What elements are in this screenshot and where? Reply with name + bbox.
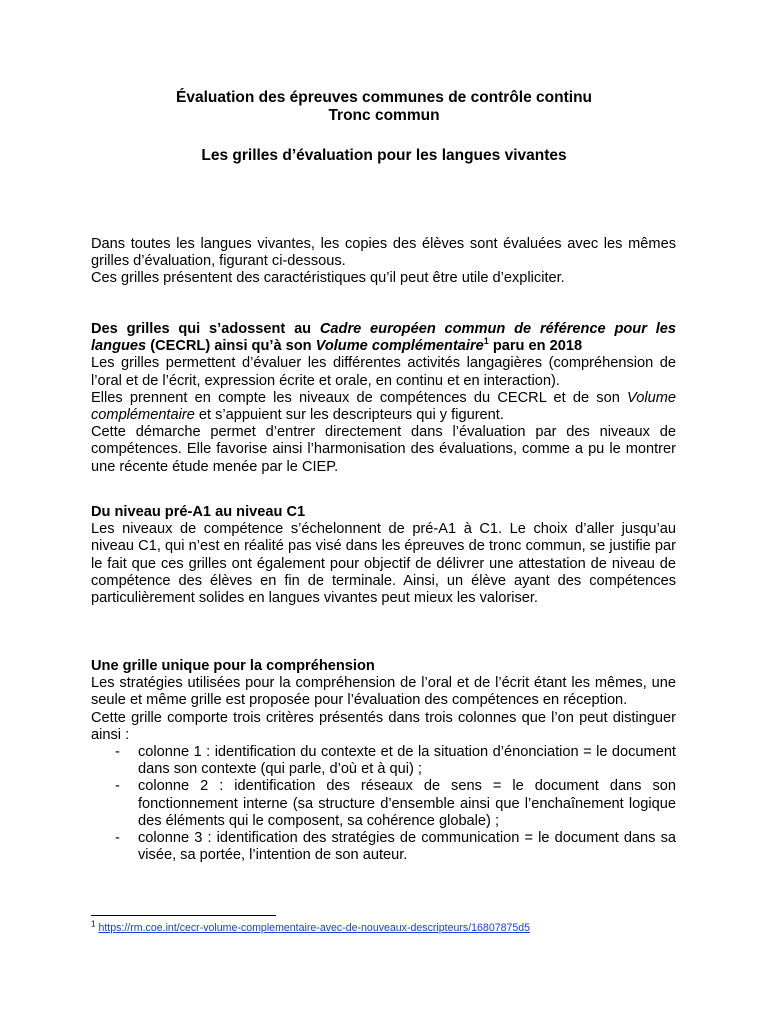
list-dash: - xyxy=(115,778,120,795)
list-dash: - xyxy=(115,744,120,761)
list-item xyxy=(91,778,676,830)
heading-italic-cecrl: Cadre européen commun de référence pour les langues xyxy=(91,321,676,355)
heading-text: (CECRL) ainsi qu’à son xyxy=(146,338,316,355)
section-comprehension-paragraph-2: Cette grille comporte trois critères présentés dans trois colonnes que l’on peut distinguer ainsi : xyxy=(91,709,676,743)
list-item xyxy=(91,830,676,864)
section-cecrl-paragraph-2 xyxy=(91,390,676,424)
footnote-separator xyxy=(91,915,276,916)
section-levels-heading: Du niveau pré-A1 au niveau C1 xyxy=(91,504,306,520)
document-title-line-2: Tronc commun xyxy=(328,107,440,124)
document-title-line-1: Évaluation des épreuves communes de contrôle continu xyxy=(175,89,593,106)
footnote-link[interactable]: https://rm.coe.int/cecr-volume-complementaire-avec-de-nouveaux-descripteurs/16807875d5 xyxy=(98,922,531,934)
intro-paragraph-1: Dans toutes les langues vivantes, les copies des élèves sont évaluées avec les mêmes grilles d’évaluation, figurant ci-dessous. xyxy=(91,236,676,270)
list-item-text: colonne 3 : identification des stratégies de communication = le document dans sa visée, sa portée, l’intention de son auteur. xyxy=(138,830,676,864)
paragraph-text: et s’appuient sur les descripteurs qui y figurent. xyxy=(194,407,504,424)
heading-text: paru en 2018 xyxy=(488,338,583,355)
paragraph-text: Elles prennent en compte les niveaux de compétences du CECRL et de son xyxy=(91,389,628,406)
intro-paragraph-2: Ces grilles présentent des caractéristiques qu’il peut être utile d’expliciter. xyxy=(91,270,565,287)
list-item xyxy=(91,744,676,778)
section-comprehension-paragraph-1: Les stratégies utilisées pour la compréhension de l’oral et de l’écrit étant les mêmes, une seule et même grille est proposée pour l’évaluation des compétences en réception. xyxy=(91,675,676,709)
list-dash: - xyxy=(115,830,120,847)
heading-text: Des grilles qui s’adossent au xyxy=(91,321,320,337)
footnote xyxy=(91,919,531,935)
section-cecrl-paragraph-3: Cette démarche permet d’entrer directement dans l’évaluation par des niveaux de compétences. Elle favorise ainsi l’harmonisation des évaluations, comme a pu le montrer une récente étude menée par le CIEP. xyxy=(91,424,676,475)
document-subtitle: Les grilles d’évaluation pour les langues vivantes xyxy=(201,147,567,164)
section-levels-paragraph: Les niveaux de compétence s’échelonnent de pré-A1 à C1. Le choix d’aller jusqu’au niveau C1, qui n’est en réalité pas visé dans les épreuves de tronc commun, se justifie par le fait que ces grilles ont également pour objectif de délivrer une attestation de niveau de compétence des élèves en fin de terminale. Ainsi, un élève ayant des compétences particulièrement solides en langues vivantes peut mieux les valoriser. xyxy=(91,521,676,607)
intro-section xyxy=(91,236,676,288)
paragraph-italic-volume: Volume complémentaire xyxy=(91,389,676,424)
section-comprehension xyxy=(91,658,676,864)
section-cecrl xyxy=(91,321,676,476)
document-header xyxy=(0,89,768,165)
footnote-mark: 1 xyxy=(91,919,96,929)
list-item-text: colonne 1 : identification du contexte et de la situation d’énonciation = le document dans son contexte (qui parle, d’où et à qui) ; xyxy=(138,744,676,778)
heading-italic-volume: Volume complémentaire xyxy=(315,338,484,355)
section-cecrl-paragraph-1: Les grilles permettent d’évaluer les différentes activités langagières (compréhension de l’oral et de l’écrit, expression écrite et orale, en continu et en interaction). xyxy=(91,355,676,389)
section-levels xyxy=(91,504,676,607)
section-cecrl-heading xyxy=(91,321,676,355)
criteria-list xyxy=(91,744,676,864)
footnote-reference: 1 xyxy=(483,336,489,347)
list-item-text: colonne 2 : identification des réseaux de sens = le document dans son fonctionnement interne (sa structure d’ensemble ainsi que l’enchaînement logique des éléments qui le composent, sa cohérence globale) ; xyxy=(138,778,676,829)
section-comprehension-heading: Une grille unique pour la compréhension xyxy=(91,658,375,674)
